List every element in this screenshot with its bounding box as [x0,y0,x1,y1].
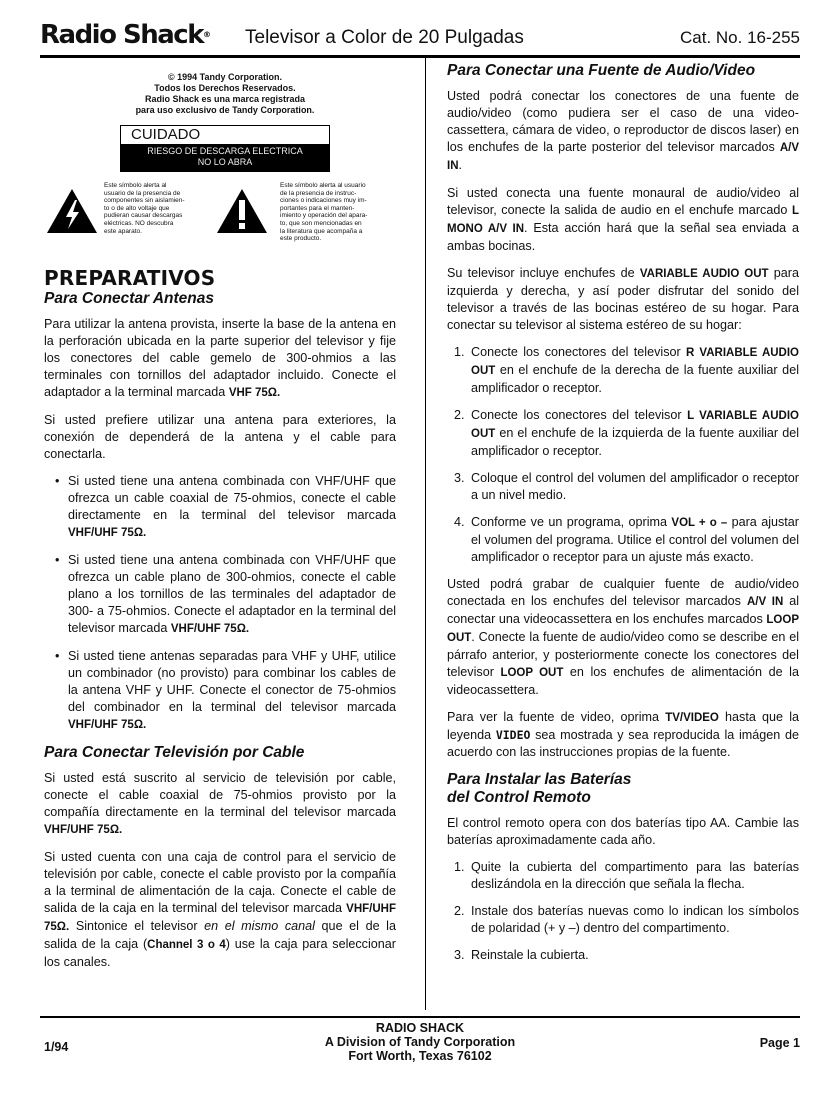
heading-line: del Control Remoto [447,789,591,806]
text: Conecte los conectores del televisor [471,408,688,422]
paragraph [447,265,799,334]
text: . Conecte la fuente de audio/video como se describe en el párrafo anterior, y posteriormente conecte los conectores del televisor [447,630,799,679]
list-item [454,470,799,504]
catalog-number: Cat. No. 16-255 [679,28,800,47]
list-item [454,514,799,566]
paragraph [447,709,799,761]
page-number: Page 1 [759,1036,800,1050]
caution-line: NO LO ABRA [197,157,253,167]
footer-rule [40,1016,800,1018]
text: Sintonice el televisor [69,919,205,933]
terminal-label: VHF/UHF 75Ω. [44,903,396,933]
warning-line: usuario de la presencia de [104,189,181,197]
text: Reinstale la cubierta. [471,948,589,962]
warning-line: pudieran causar descargas [104,212,183,220]
list-item [55,473,396,542]
right-column [447,62,799,974]
paragraph [447,185,799,255]
list-item [454,344,799,397]
terminal-label: VHF/UHF 75Ω. [44,824,123,836]
footer-date: 1/94 [44,1040,69,1054]
warning-line: portantes para el manten- [280,204,355,212]
subheading-antenas: Para Conectar Antenas [44,290,214,307]
exclamation-warning-text [280,182,398,243]
registered-mark: ® [203,30,211,39]
text: para ajustar el volumen del programa. Utilice el control del volumen del amplificador o receptor para un ajuste más exacto. [471,515,799,564]
jack-label: R VARIABLE AUDIO OUT [471,347,799,377]
bullet: • [55,474,60,488]
step-number: 1. [454,345,465,359]
heading-line: Para Instalar las Baterías [447,771,632,788]
warning-line: imiento y operación del apara- [280,212,368,220]
battery-steps-list [447,859,799,964]
page-header [40,20,800,54]
copyright-line: © 1994 Tandy Corporation. [168,72,282,82]
warning-line: Este símbolo alerta al [104,182,167,189]
text: hasta que la leyenda [447,710,799,742]
text: Usted podrá conectar los conectores de una fuente de audio/video (como pudiera ser el caso de una video-cassettera, cámara de video, o reproductor de discos laser) en los enchufes de la parte posterior del televisor marcados [447,89,799,154]
text: Para utilizar la antena provista, inserte la base de la antena en la perforación ubicada en la parte superior del televisor y fije los conectores del cable gemelo de 300-ohmios a las terminales con tornillos del adaptador incluido. Conecte el adaptador a la terminal marcada [44,317,396,399]
jack-label: L VARIABLE AUDIO OUT [471,410,799,440]
paragraph: Si usted prefiere utilizar una antena para exteriores, la conexión de dependerá de la antena y el cable para conectarla. [44,413,396,461]
channel-label: Channel 3 o 4 [147,939,226,951]
paragraph: El control remoto opera con dos baterías tipo AA. Cambie las baterías aproximadamente cada año. [447,816,799,847]
warning-line: to, que son mencionadas en [280,219,362,227]
warning-line: Este símbolo alerta al usuario [280,182,366,189]
subheading-batteries [447,771,799,807]
text: Si usted tiene una antena combinada con VHF/UHF que ofrezca un cable plano de 300-ohmios, conecte el cable plano a los tornillos de las terminales del adaptador de 300- a 75-ohmios. Conecte el adaptador en la terminal del televisor marcada [68,553,396,635]
text: Instale dos baterías nuevas como lo indican los símbolos de polaridad (+ y –) dentro del compartimento. [471,904,799,935]
warning-line: ciones o indicaciones muy im- [280,197,367,205]
list-item [55,648,396,734]
copyright-line: Todos los Derechos Reservados. [154,83,296,93]
text: Si usted está suscrito al servicio de televisión por cable, conecte el cable coaxial de 75-ohmios provisto por la compañía directamente en la terminal del televisor marcada [44,771,396,819]
warning-line: de la presencia de instruc- [280,189,357,197]
warning-line: este producto. [280,235,322,243]
stereo-steps-list [447,344,799,566]
step-number: 4. [454,515,465,529]
text: . Esta acción hará que la señal sea enviada a ambas bocinas. [447,221,799,253]
list-item [55,552,396,638]
text: Si usted cuenta con una caja de control para el servicio de televisión por cable, conecte el cable provisto por la compañía a la terminal de alimentación de la caja. Conecte el cable de salida de la caja en la terminal del televisor marcada [44,850,396,915]
display-legend: VIDEO [495,728,531,742]
text: Usted podrá grabar de cualquier fuente de audio/video conectada en los enchufes del televisor marcados [447,577,799,608]
list-item [454,947,799,964]
terminal-label: VHF 75Ω. [228,387,281,399]
section-heading-preparativos: PREPARATIVOS [44,266,216,290]
list-item [454,859,799,893]
text: al conectar una videocassettera en los enchufes marcados [447,594,799,626]
footer-line: A Division of Tandy Corporation [324,1035,516,1049]
exclamation-warning-icon [216,188,268,234]
warning-line: componentes sin aislamien- [104,197,185,205]
text: Conforme ve un programa, oprima [471,515,672,529]
caution-title: CUIDADO [131,126,201,143]
paragraph [44,849,396,971]
list-item [454,903,799,937]
jack-label: L MONO A/V IN [447,205,799,235]
text: Coloque el control del volumen del amplificador o receptor a un nivel medio. [471,471,799,502]
radio-shack-logo [40,20,211,50]
warning-symbols [44,182,396,266]
caution-line: RIESGO DE DESCARGA ELECTRICA [147,146,303,156]
step-number: 2. [454,904,465,918]
jack-label: LOOP OUT [447,614,799,644]
paragraph [447,576,799,699]
footer-line: RADIO SHACK [375,1021,465,1035]
footer-line: Fort Worth, Texas 76102 [348,1049,492,1063]
warning-line: to o de alto voltaje que [104,204,170,212]
jack-label: VARIABLE AUDIO OUT [639,268,769,280]
button-label: VOL + o – [671,517,728,529]
step-number: 2. [454,408,465,422]
bullet: • [55,649,60,663]
subheading-cable: Para Conectar Televisión por Cable [44,744,305,761]
footer-address [250,1021,590,1063]
lightning-warning-text [104,182,206,235]
text: Conecte los conectores del televisor [471,345,687,359]
text: Quite la cubierta del compartimento para las baterías deslizándola en la dirección que señala la flecha. [471,860,799,891]
bullet: • [55,553,60,567]
column-divider [425,58,426,1010]
step-number: 3. [454,471,465,485]
terminal-label: VHF/UHF 75Ω. [68,719,147,731]
warning-line: este aparato. [104,227,142,235]
terminal-label: VHF/UHF 75Ω. [68,527,147,539]
emphasis: en el mismo canal [204,919,315,933]
paragraph [44,770,396,839]
jack-label: LOOP OUT [500,667,564,679]
text: para izquierda y derecha, y así poder disfrutar del sonido del televisor a través de las bocinas estéreo de su hogar. Para conectar su televisor al sistema estéreo de su hogar: [447,266,799,332]
subheading-audio-video: Para Conectar una Fuente de Audio/Video [447,62,756,79]
warning-line: la literatura que acompaña a [280,227,363,235]
header-rule [40,55,800,58]
jack-label: A/V IN [746,596,784,608]
text: Para ver la fuente de video, oprima [447,710,666,724]
left-column [44,62,396,981]
text: en los enchufes de alimentación de la videocassettera. [447,665,799,697]
text: ) use la caja para seleccionar los canales. [44,937,396,969]
paragraph [447,88,799,175]
copyright-notice [44,72,396,116]
lightning-warning-icon [46,188,98,234]
jack-label: A/V IN [447,142,799,172]
antenna-options-list [44,473,396,734]
logo-text: Radio Shack [40,20,203,50]
list-item [454,407,799,460]
text: en el enchufe de la derecha de la fuente auxiliar del amplificador o receptor. [471,363,799,395]
step-number: 1. [454,860,465,874]
warning-line: eléctricas. NO descubra [104,219,174,227]
text: Si usted tiene una antena combinada con VHF/UHF que ofrezca un cable coaxial de 75-ohmios, conecte el cable directamente en la terminal del televisor marcada [68,474,396,522]
copyright-line: Radio Shack es una marca registrada [144,94,306,104]
copyright-line: para uso exclusivo de Tandy Corporation. [135,105,315,115]
paragraph [44,316,396,402]
document-title: Televisor a Color de 20 Pulgadas [245,27,524,48]
caution-body [121,144,329,171]
text: Si usted conecta una fuente monaural de audio/video al televisor, conecte la salida de audio en el enchufe marcado [447,186,799,217]
text: que el de la salida de la caja ( [44,919,396,951]
text: en el enchufe de la izquierda de la fuente auxiliar del amplificador o receptor. [471,426,799,458]
caution-box [120,125,330,172]
text: Su televisor incluye enchufes de [447,266,640,280]
button-label: TV/VIDEO [665,712,719,724]
text: Si usted tiene antenas separadas para VHF y UHF, utilice un combinador (no provisto) para combinar los cables de la antena VHF y UHF. Conecte el conector de 75-ohmios del combinador en la terminal del televisor marcada [68,649,396,714]
text: sea mostrada y sea reproducida la imágen de acuerdo con las instrucciones propias de la fuente. [447,728,799,759]
step-number: 3. [454,948,465,962]
terminal-label: VHF/UHF 75Ω. [170,623,250,635]
text: . [458,158,462,172]
